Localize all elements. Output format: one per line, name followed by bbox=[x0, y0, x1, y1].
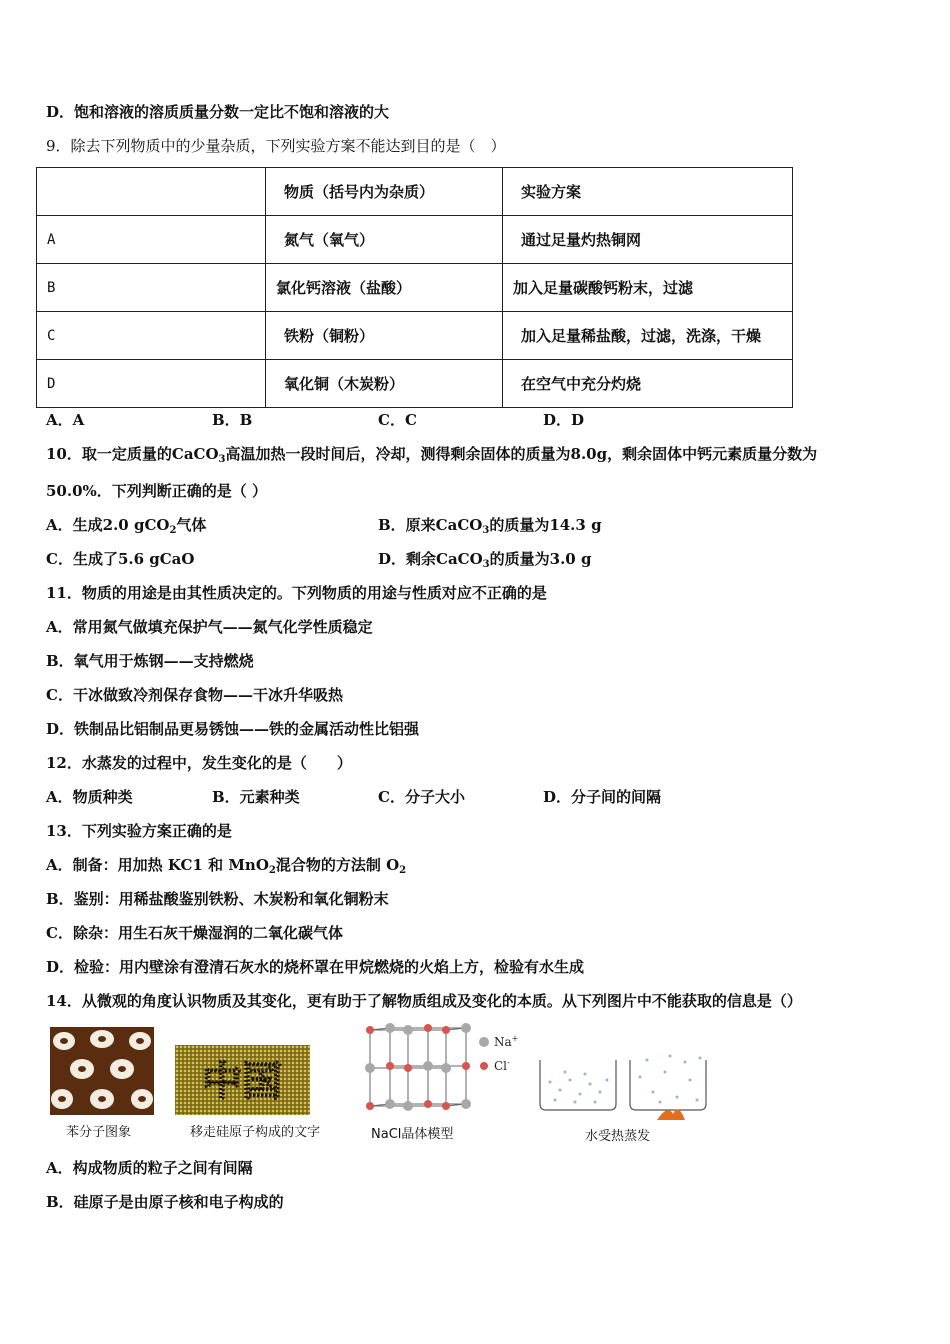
table-row bbox=[37, 360, 793, 408]
q13-stem: 13．下列实验方案正确的是 bbox=[46, 822, 232, 840]
flame-icon bbox=[657, 1109, 685, 1120]
water-molecules bbox=[549, 1055, 702, 1104]
q9-option-c: C．C bbox=[378, 411, 417, 429]
caption-benzene: 苯分子图象 bbox=[66, 1125, 132, 1140]
q9-option-a: A．A bbox=[46, 411, 85, 429]
table-cell: 氧化铜（木炭粉） bbox=[266, 360, 503, 408]
q12-option-a: A．物质种类 bbox=[46, 788, 133, 806]
lattice-lines bbox=[370, 1028, 466, 1106]
q13-option-a bbox=[46, 855, 406, 875]
subscript: 2 bbox=[268, 865, 276, 876]
q10-stem-part: 高温加热一段时间后，冷却，测得剩余固体的质量为8.0g，剩余固体中钙元素质量分数为 bbox=[225, 445, 818, 463]
q10-option-a bbox=[46, 515, 206, 535]
table-cell: C bbox=[37, 312, 266, 360]
q14-stem: 14．从微观的角度认识物质及其变化，更有助于了解物质组成及变化的本质。从下列图片中不能获取的信息是（） bbox=[46, 992, 802, 1010]
table-header-cell: 实验方案 bbox=[503, 168, 793, 216]
table-row bbox=[37, 264, 793, 312]
water-evaporation-image bbox=[535, 1052, 715, 1122]
caption-nacl: NaCl晶体模型 bbox=[371, 1127, 454, 1142]
caption-water: 水受热蒸发 bbox=[585, 1129, 651, 1144]
table-cell: 氮气（氧气） bbox=[266, 216, 503, 264]
table-cell: D bbox=[37, 360, 266, 408]
q9-option-d: D．D bbox=[543, 411, 585, 429]
table-cell: A bbox=[37, 216, 266, 264]
ions bbox=[365, 1023, 471, 1111]
option-text: 的质量为3.0 g bbox=[489, 550, 592, 568]
option-text: A．生成2.0 gCO bbox=[46, 516, 170, 534]
option-text: 气体 bbox=[176, 516, 207, 534]
q12-option-c: C．分子大小 bbox=[378, 788, 465, 806]
option-text: 混合物的方法制 O bbox=[275, 856, 400, 874]
option-text: D．剩余CaCO bbox=[378, 550, 483, 568]
table-cell: B bbox=[37, 264, 266, 312]
option-text: B．原来CaCO bbox=[378, 516, 483, 534]
q10-stem-part: 10．取一定质量的CaCO bbox=[46, 445, 219, 463]
table-header-cell: 物质（括号内为杂质） bbox=[266, 168, 503, 216]
subscript: 2 bbox=[169, 525, 177, 536]
q11-option-b: B．氧气用于炼钢——支持燃烧 bbox=[46, 652, 254, 670]
table-cell: 加入足量碳酸钙粉末，过滤 bbox=[503, 264, 793, 312]
caption-silicon: 移走硅原子构成的文字 bbox=[190, 1125, 321, 1140]
table-row bbox=[37, 216, 793, 264]
q10-stem bbox=[46, 444, 817, 464]
q10-option-d bbox=[378, 549, 591, 569]
na-legend-label: Na+ bbox=[494, 1034, 519, 1049]
q11-option-a: A．常用氮气做填充保护气——氮气化学性质稳定 bbox=[46, 618, 373, 636]
cl-legend-icon bbox=[480, 1062, 488, 1070]
subscript: 3 bbox=[482, 525, 490, 536]
table-cell: 在空气中充分灼烧 bbox=[503, 360, 793, 408]
q12-stem: 12．水蒸发的过程中，发生变化的是（ ） bbox=[46, 754, 352, 772]
q14-option-b: B．硅原子是由原子核和电子构成的 bbox=[46, 1193, 284, 1211]
q12-option-b: B．元素种类 bbox=[212, 788, 300, 806]
cl-legend-label: Cl- bbox=[494, 1058, 510, 1073]
silicon-text-image bbox=[175, 1045, 310, 1115]
q9-option-b: B．B bbox=[212, 411, 253, 429]
table-cell: 铁粉（铜粉） bbox=[266, 312, 503, 360]
q10-option-c: C．生成了5.6 gCaO bbox=[46, 550, 195, 568]
q8-option-d: D．饱和溶液的溶质质量分数一定比不饱和溶液的大 bbox=[46, 103, 390, 121]
table-cell: 通过足量灼热铜网 bbox=[503, 216, 793, 264]
table-header-cell bbox=[37, 168, 266, 216]
nacl-crystal-image bbox=[360, 1022, 520, 1122]
option-text: 的质量为14.3 g bbox=[489, 516, 602, 534]
subscript: 2 bbox=[399, 865, 407, 876]
subscript: 3 bbox=[482, 559, 490, 570]
q13-option-c: C．除杂：用生石灰干燥湿润的二氧化碳气体 bbox=[46, 924, 343, 942]
q10-stem-line2: 50.0%．下列判断正确的是（ ） bbox=[46, 482, 268, 500]
q11-option-c: C．干冰做致冷剂保存食物——干冰升华吸热 bbox=[46, 686, 343, 704]
option-text: A．制备：用加热 KC1 和 MnO bbox=[46, 856, 269, 874]
subscript: 3 bbox=[218, 454, 226, 465]
q14-option-a: A．构成物质的粒子之间有间隔 bbox=[46, 1159, 253, 1177]
benzene-image bbox=[50, 1027, 154, 1115]
q13-option-b: B．鉴别：用稀盐酸鉴别铁粉、木炭粉和氧化铜粉末 bbox=[46, 890, 389, 908]
table-row bbox=[37, 312, 793, 360]
table-cell: 氯化钙溶液（盐酸） bbox=[266, 264, 503, 312]
table-cell: 加入足量稀盐酸，过滤，洗涤，干燥 bbox=[503, 312, 793, 360]
q13-option-d: D．检验：用内壁涂有澄清石灰水的烧杯罩在甲烷燃烧的火焰上方，检验有水生成 bbox=[46, 958, 585, 976]
na-legend-icon bbox=[479, 1037, 489, 1047]
q9-table bbox=[36, 167, 793, 408]
q9-stem: 9．除去下列物质中的少量杂质，下列实验方案不能达到目的是（ ） bbox=[46, 137, 506, 155]
q10-option-b bbox=[378, 515, 602, 535]
silicon-text: 中国 bbox=[202, 1059, 282, 1105]
q12-option-d: D．分子间的间隔 bbox=[543, 788, 662, 806]
beakers bbox=[540, 1060, 706, 1110]
q11-stem: 11．物质的用途是由其性质决定的。下列物质的用途与性质对应不正确的是 bbox=[46, 584, 547, 602]
q11-option-d: D．铁制品比铝制品更易锈蚀——铁的金属活动性比铝强 bbox=[46, 720, 420, 738]
table-header-row bbox=[37, 168, 793, 216]
